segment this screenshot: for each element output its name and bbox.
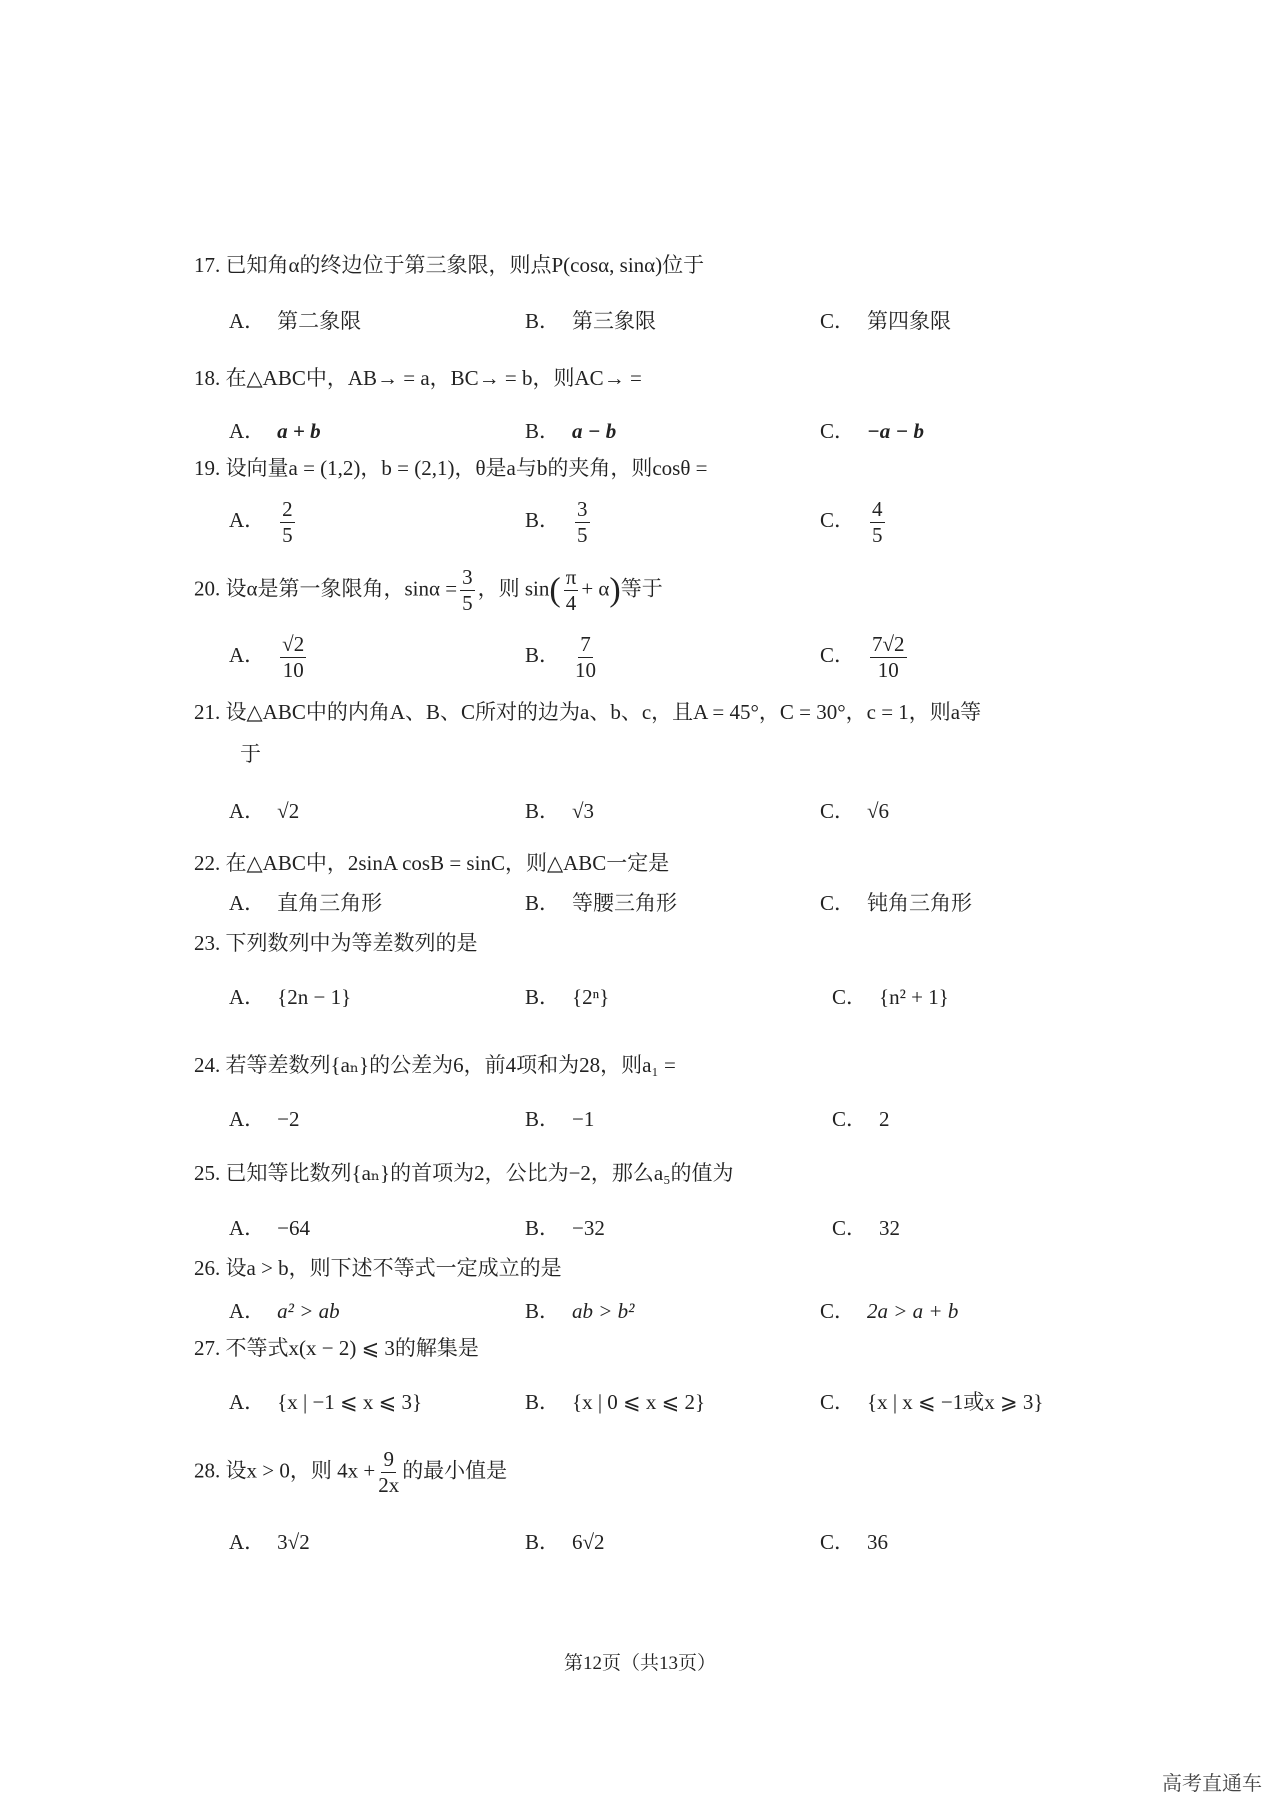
fraction: $\frac{4}{5}$ (872, 497, 883, 548)
option-b: B． −1 (525, 1107, 595, 1131)
option-b: B． ab > b² (525, 1299, 635, 1323)
option-c: C． $\frac{4}{5}$ (820, 497, 883, 548)
option-c: C． $\frac{7√2}{10}$ (820, 632, 905, 683)
question-24: 24. 若等差数列{aₙ}的公差为6，前4项和为28，则a₁ = (194, 1053, 676, 1077)
option-b: B． {x | 0 ⩽ x ⩽ 2} (525, 1390, 706, 1414)
option-c: C． −a − b (820, 419, 924, 443)
fraction: $\frac{3}{5}$ (462, 565, 473, 616)
option-c: C． 2 (832, 1107, 890, 1131)
option-b: B． 6√2 (525, 1530, 605, 1554)
option-b: B． 等腰三角形 (525, 891, 678, 915)
option-c: C． 36 (820, 1530, 889, 1554)
option-b: B． √3 (525, 799, 595, 823)
option-a: A． {x | −1 ⩽ x ⩽ 3} (229, 1390, 423, 1414)
option-b: B． a − b (525, 419, 617, 443)
fraction: $\frac{√2}{10}$ (282, 632, 305, 683)
option-b: B． 第三象限 (525, 309, 657, 333)
option-b: B． −32 (525, 1216, 605, 1240)
option-c: C． √6 (820, 799, 890, 823)
fraction: $\frac{7}{10}$ (575, 632, 597, 683)
question-27: 27. 不等式x(x − 2) ⩽ 3的解集是 (194, 1336, 479, 1360)
option-b: B． $\frac{7}{10}$ (525, 632, 597, 683)
question-19: 19. 设向量a = (1,2)，b = (2,1)，θ是a与b的夹角，则cosθ = (194, 456, 708, 480)
option-a: A． 第二象限 (229, 309, 362, 333)
option-c: C． {n² + 1} (832, 985, 949, 1009)
fraction: $\frac{7√2}{10}$ (872, 632, 905, 683)
fraction: $\frac{\pi}{4}$ (565, 565, 577, 616)
option-a: A． {2n − 1} (229, 985, 352, 1009)
question-28: 28. 设x > 0，则 4x + $\frac{9}{2x}$ 的最小值是 (194, 1447, 508, 1498)
fraction: $\frac{2}{5}$ (282, 497, 293, 548)
question-26: 26. 设a > b，则下述不等式一定成立的是 (194, 1256, 562, 1280)
option-a: A． 3√2 (229, 1530, 310, 1554)
fraction: $\frac{3}{5}$ (577, 497, 588, 548)
option-a: A． −2 (229, 1107, 300, 1131)
option-a: A． a² > ab (229, 1299, 340, 1323)
option-c: C． 钝角三角形 (820, 891, 973, 915)
watermark: 高考直通车 (1162, 1771, 1262, 1795)
option-a: A． −64 (229, 1216, 311, 1240)
option-c: C． 2a > a + b (820, 1299, 959, 1323)
question-23: 23. 下列数列中为等差数列的是 (194, 931, 478, 955)
option-c: C． 第四象限 (820, 309, 952, 333)
option-c: C． {x | x ⩽ −1或x ⩾ 3} (820, 1390, 1044, 1414)
option-a: A． $\frac{√2}{10}$ (229, 632, 305, 683)
option-a: A． 直角三角形 (229, 891, 383, 915)
question-21: 21. 设△ABC中的内角A、B、C所对的边为a、b、c，且A = 45°，C = 30°，c = 1，则a等 (194, 700, 982, 724)
option-a: A． $\frac{2}{5}$ (229, 497, 293, 548)
question-18: 18. 在△ABC中，AB→ = a，BC→ = b，则AC→ = (194, 366, 642, 390)
question-17: 17. 已知角α的终边位于第三象限，则点P(cosα, sinα)位于 (194, 253, 705, 277)
question-25: 25. 已知等比数列{aₙ}的首项为2，公比为−2，那么a₅的值为 (194, 1161, 734, 1185)
page-number: 第12页（共13页） (563, 1653, 716, 1674)
fraction: $\frac{9}{2x}$ (378, 1447, 400, 1498)
option-b: B． $\frac{3}{5}$ (525, 497, 588, 548)
option-b: B． {2ⁿ} (525, 985, 610, 1009)
question-22: 22. 在△ABC中，2sinA cosB = sinC，则△ABC一定是 (194, 851, 670, 875)
option-a: A． a + b (229, 419, 321, 443)
question-21-continued: 于 (240, 742, 261, 766)
option-a: A． √2 (229, 799, 300, 823)
option-c: C． 32 (832, 1216, 901, 1240)
question-20: 20. 设α是第一象限角，sinα = $\frac{3}{5}$ ，则 sin( $\frac{\pi}{4}$ + α)等于 (194, 565, 663, 616)
